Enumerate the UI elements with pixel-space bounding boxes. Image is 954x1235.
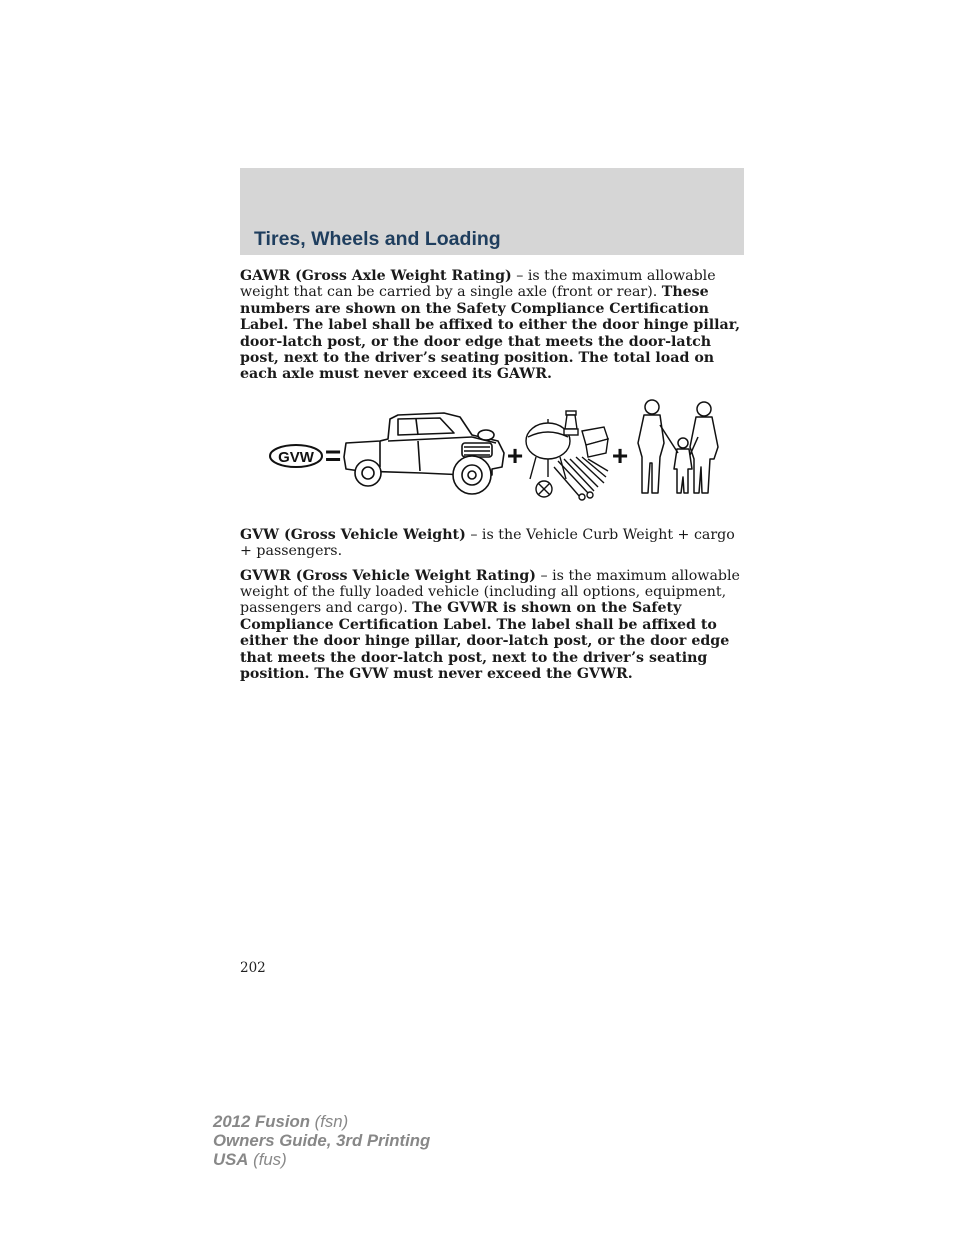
footer-market-code: (fus) [248, 1150, 287, 1169]
plus-sign-2: + [611, 439, 629, 471]
truck-icon [344, 413, 504, 494]
document-footer [213, 1112, 430, 1169]
gvw-illustration [240, 397, 744, 507]
footer-market: USA [213, 1150, 249, 1169]
gvw-paragraph [240, 527, 744, 560]
section-title: Tires, Wheels and Loading [254, 228, 501, 250]
gvw-diagram [240, 397, 744, 507]
passengers-icon [638, 400, 718, 493]
gawr-paragraph [240, 268, 744, 383]
plus-sign-1: + [506, 439, 524, 471]
footer-line-2: Owners Guide, 3rd Printing [213, 1131, 431, 1150]
page-number: 202 [240, 960, 266, 976]
gvw-badge-label: GVW [278, 448, 314, 466]
gawr-warning: These numbers are shown on the Safety Compliance Certification Label. The label shall be affixed to either the door hinge pillar, door-latch post, or the door edge that meets the door-latch post, next to the driver’s seating position. The total load on each axle must never exceed its GAWR. [240, 284, 741, 383]
gawr-term: GAWR (Gross Axle Weight Rating) [240, 268, 512, 284]
page-content [240, 268, 744, 683]
footer-model-code: (fsn) [310, 1112, 349, 1131]
equals-sign: = [324, 439, 342, 471]
section-header [240, 168, 744, 255]
gvwr-paragraph [240, 568, 744, 683]
gawr-text: – is the maximum allowable weight that can be carried by a single axle (front or rear). [240, 268, 716, 301]
footer-line-1 [213, 1112, 430, 1131]
gvwr-text: – is the maximum allowable weight of the fully loaded vehicle (including all options, equipment, passengers and cargo). [240, 567, 740, 617]
gvwr-warning: The GVWR is shown on the Safety Compliance Certification Label. The label shall be affixed to either the door hinge pillar, door-latch post, or the door edge that meets the door-latch post, next to the driver’s seating position. The GVW must never exceed the GVWR. [240, 600, 730, 683]
footer-line-3 [213, 1150, 430, 1169]
gvw-text: – is the Vehicle Curb Weight + cargo + passengers. [240, 526, 735, 560]
gvw-term: GVW (Gross Vehicle Weight) [240, 526, 466, 543]
gvwr-term: GVWR (Gross Vehicle Weight Rating) [240, 567, 537, 584]
gvw-badge [270, 445, 322, 467]
footer-model: 2012 Fusion [213, 1112, 310, 1131]
cargo-icon [526, 411, 608, 500]
